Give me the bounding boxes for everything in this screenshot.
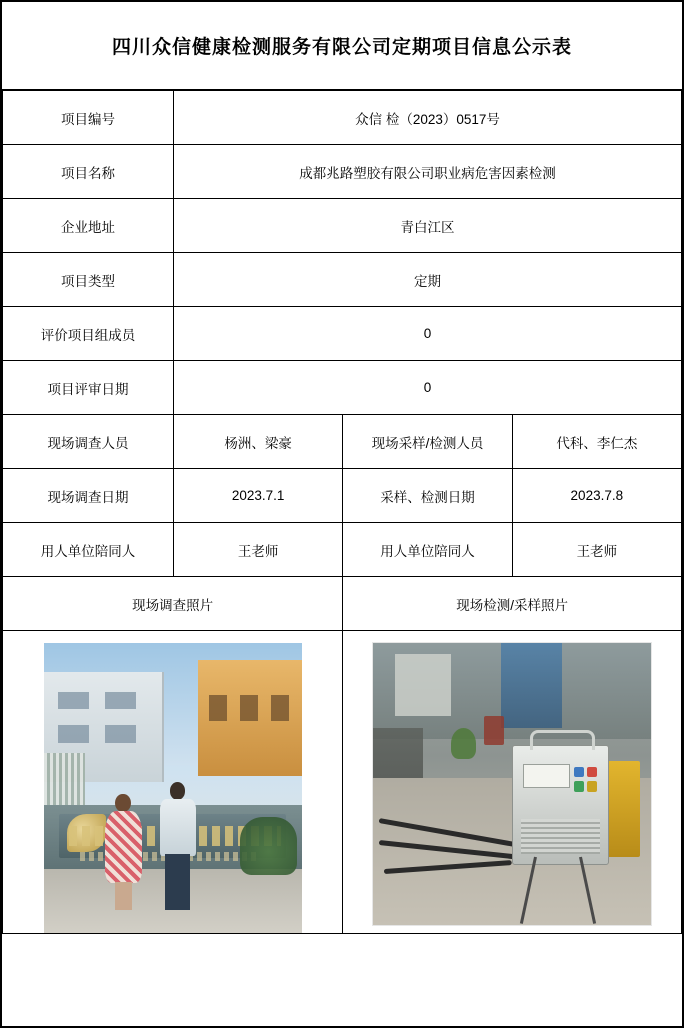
photo-blue-machine bbox=[501, 643, 562, 728]
page-title: 四川众信健康检测服务有限公司定期项目信息公示表 bbox=[111, 37, 572, 58]
photo-header-sampling: 现场检测/采样照片 bbox=[343, 577, 682, 631]
row-value-employer-escort-2: 王老师 bbox=[512, 523, 681, 577]
sampling-photo-wrap bbox=[343, 631, 681, 933]
row-label-project-number: 项目编号 bbox=[3, 91, 174, 145]
table-row bbox=[3, 253, 682, 307]
row-value-sampling-date: 2023.7.8 bbox=[512, 469, 681, 523]
photo-row bbox=[3, 631, 682, 934]
page-title-bar bbox=[2, 2, 682, 90]
row-value-review-date: 0 bbox=[174, 361, 682, 415]
photo-window bbox=[58, 692, 89, 710]
photo-instrument-button bbox=[574, 781, 584, 792]
photo-white-panel bbox=[395, 654, 451, 716]
photo-person-shirt bbox=[160, 799, 196, 856]
photo-plant bbox=[240, 817, 297, 875]
row-label-sampling-date: 采样、检测日期 bbox=[343, 469, 512, 523]
photo-window bbox=[271, 695, 290, 721]
photo-header-survey: 现场调查照片 bbox=[3, 577, 343, 631]
photo-person-head bbox=[115, 794, 131, 813]
photo-person-legs bbox=[115, 882, 132, 910]
row-label-survey-staff: 现场调查人员 bbox=[3, 415, 174, 469]
photo-window bbox=[209, 695, 228, 721]
table-row bbox=[3, 361, 682, 415]
table-row bbox=[3, 307, 682, 361]
table-row bbox=[3, 199, 682, 253]
photo-window bbox=[240, 695, 259, 721]
row-label-enterprise-address: 企业地址 bbox=[3, 199, 174, 253]
row-label-employer-escort-1: 用人单位陪同人 bbox=[3, 523, 174, 577]
photo-yellow-equipment bbox=[604, 761, 640, 857]
info-table-body bbox=[3, 91, 682, 934]
photo-person-left bbox=[103, 794, 144, 910]
photo-instrument-button bbox=[587, 767, 597, 778]
row-value-project-type: 定期 bbox=[174, 253, 682, 307]
row-label-project-type: 项目类型 bbox=[3, 253, 174, 307]
photo-instrument-handle bbox=[530, 730, 595, 750]
table-row bbox=[3, 145, 682, 199]
photo-person-head bbox=[170, 782, 186, 800]
photo-window bbox=[105, 725, 136, 743]
row-value-survey-date: 2023.7.1 bbox=[174, 469, 343, 523]
row-value-survey-staff: 杨洲、梁豪 bbox=[174, 415, 343, 469]
table-row bbox=[3, 91, 682, 145]
info-table bbox=[2, 90, 682, 934]
row-value-enterprise-address: 青白江区 bbox=[174, 199, 682, 253]
photo-instrument-button bbox=[587, 781, 597, 792]
row-label-review-date: 项目评审日期 bbox=[3, 361, 174, 415]
table-row bbox=[3, 523, 682, 577]
photo-red-object bbox=[484, 716, 503, 744]
row-label-employer-escort-2: 用人单位陪同人 bbox=[343, 523, 512, 577]
survey-photo-wrap bbox=[3, 631, 342, 933]
photo-person-pants bbox=[165, 854, 190, 910]
photo-green-object bbox=[451, 728, 476, 759]
row-value-evaluation-members: 0 bbox=[174, 307, 682, 361]
sampling-photo bbox=[373, 643, 651, 925]
photo-window bbox=[58, 725, 89, 743]
table-row bbox=[3, 469, 682, 523]
table-row bbox=[3, 415, 682, 469]
row-label-evaluation-members: 评价项目组成员 bbox=[3, 307, 174, 361]
row-value-project-number: 众信 检（2023）0517号 bbox=[174, 91, 682, 145]
row-label-survey-date: 现场调查日期 bbox=[3, 469, 174, 523]
photo-instrument-grille bbox=[521, 819, 600, 855]
photo-person-dress bbox=[105, 811, 142, 883]
row-value-sampling-staff: 代科、李仁杰 bbox=[512, 415, 681, 469]
photo-building-right bbox=[198, 660, 301, 776]
photo-window bbox=[105, 692, 136, 710]
photo-header-row bbox=[3, 577, 682, 631]
photo-instrument-display bbox=[523, 764, 570, 787]
row-label-project-name: 项目名称 bbox=[3, 145, 174, 199]
photo-person-right bbox=[157, 782, 198, 910]
row-value-project-name: 成都兆路塑胶有限公司职业病危害因素检测 bbox=[174, 145, 682, 199]
row-label-sampling-staff: 现场采样/检测人员 bbox=[343, 415, 512, 469]
photo-instrument-button bbox=[574, 767, 584, 778]
photo-sampling-instrument bbox=[512, 745, 609, 865]
photo-cell-sampling bbox=[343, 631, 682, 934]
survey-photo bbox=[44, 643, 302, 933]
row-value-employer-escort-1: 王老师 bbox=[174, 523, 343, 577]
photo-cell-survey bbox=[3, 631, 343, 934]
